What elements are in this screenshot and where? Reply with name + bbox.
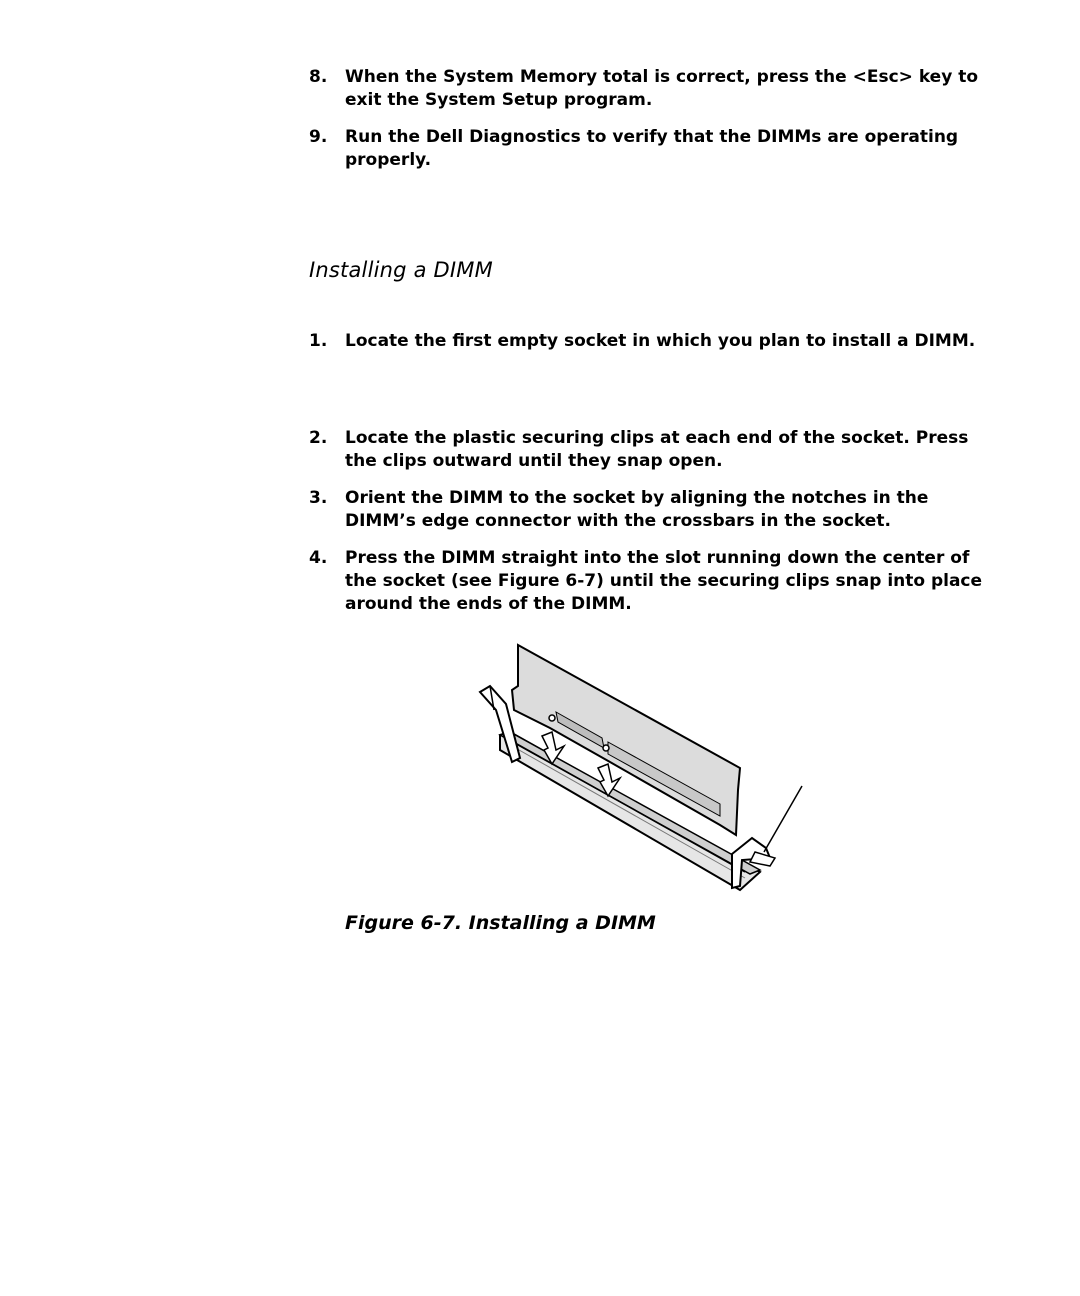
step-text: Run the Dell Diagnostics to verify that the DIMMs are operating properly. [345,127,959,170]
right-clip-tab [750,852,775,866]
dimm-notch [549,715,555,721]
step-9 [309,126,999,172]
step-number: 3. [309,488,328,508]
step-1 [309,330,999,353]
step-number: 1. [309,331,328,351]
step-number: 8. [309,67,328,87]
dimm-notch-2 [603,745,609,751]
step-text: Press the DIMM straight into the slot running down the center of the socket (see Figure 6-7) until the securing clips snap into place around the ends of the DIMM. [345,548,983,614]
dimm-installation-illustration [470,640,810,900]
figure-caption: Figure 6-7. Installing a DIMM [345,912,656,934]
step-number: 9. [309,127,328,147]
step-number: 2. [309,428,328,448]
step-2 [309,427,999,473]
step-text: When the System Memory total is correct, press the <Esc> key to exit the System Setup program. [345,67,979,110]
step-8 [309,66,999,112]
step-3 [309,487,999,533]
step-text: Locate the plastic securing clips at each end of the socket. Press the clips outward until they snap open. [345,428,969,471]
section-heading: Installing a DIMM [309,258,493,282]
step-text: Orient the DIMM to the socket by aligning the notches in the DIMM’s edge connector with the crossbars in the socket. [345,488,929,531]
step-text: Locate the first empty socket in which you plan to install a DIMM. [345,331,976,351]
step-number: 4. [309,548,328,568]
callout-line [764,786,802,852]
step-4 [309,547,999,616]
